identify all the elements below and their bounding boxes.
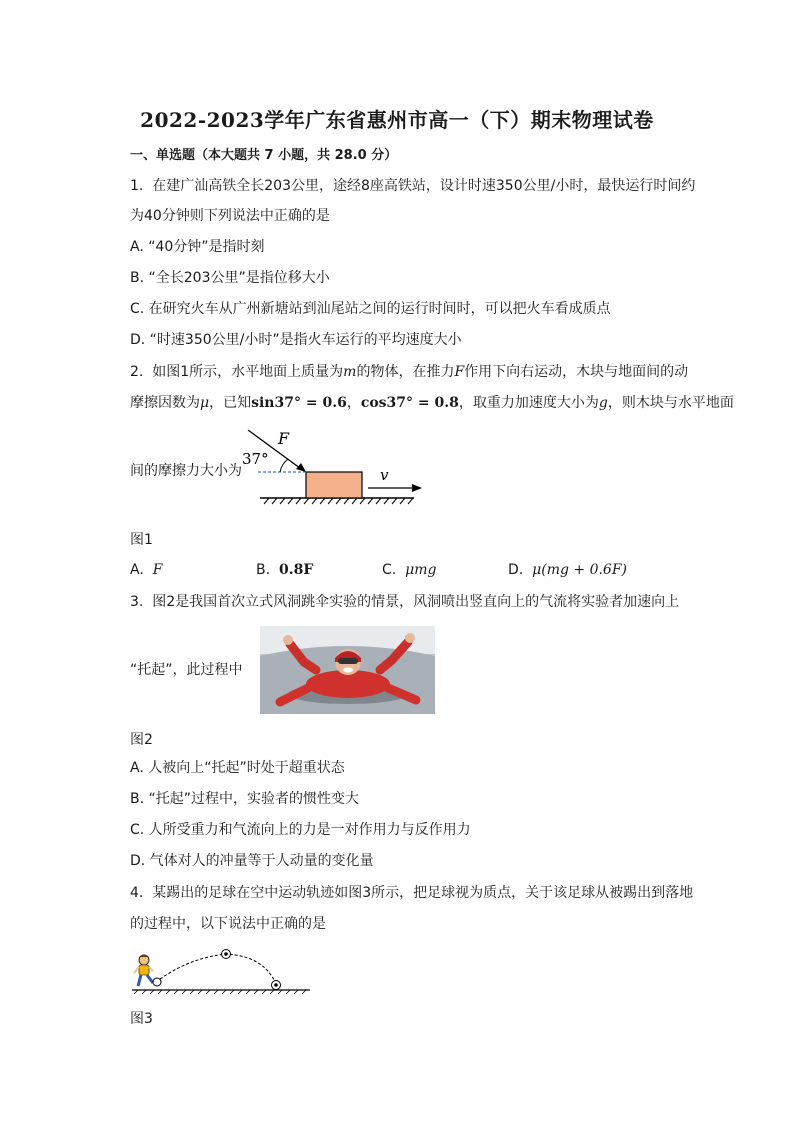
q2-cos-value: cos37° = 0.8 (360, 395, 459, 411)
q2-text: ，取重力加速度大小为 (458, 395, 599, 411)
q2-text: ，则木块与水平地面 (607, 395, 734, 411)
fig1-velocity-label: v (380, 466, 389, 484)
figure-1-label: 图1 (130, 532, 153, 548)
figure-3-diagram (128, 944, 314, 1000)
q1-option-a: A. “40分钟”是指时刻 (130, 239, 265, 255)
q1-option-d: D. “时速350公里/小时”是指火车运行的平均速度大小 (130, 332, 462, 348)
fig3-trajectory (156, 954, 276, 984)
q2-option-b (256, 560, 313, 580)
q2-g-symbol: g (598, 395, 608, 411)
q1-stem-line2: 为40分钟则下列说法中正确的是 (130, 208, 330, 224)
option-letter: D. (508, 562, 524, 578)
q1-stem-line1: 1. 在建广汕高铁全长203公里，途经8座高铁站，设计时速350公里/小时，最快运行时间约 (130, 178, 696, 194)
skydiver-illustration (260, 626, 435, 714)
fig3-ball-top-patch (224, 952, 228, 956)
q3-option-c: C. 人所受重力和气流向上的力是一对作用力与反作用力 (130, 822, 471, 838)
option-letter: B. (256, 562, 271, 578)
figure-2-photo (260, 626, 435, 714)
section-heading: 一、单选题（本大题共 7 小题，共 28.0 分） (130, 148, 398, 163)
q2-stem-line1 (130, 362, 688, 382)
fig1-velocity-arrowhead (412, 484, 422, 492)
option-value: μ(mg + 0.6F) (532, 562, 628, 578)
figure-2-label: 图2 (130, 732, 153, 748)
figure-1-diagram (236, 424, 426, 510)
fig1-ground-hatch (264, 498, 413, 504)
q2-stem-line2 (130, 393, 734, 413)
exam-title: 2022-2023学年广东省惠州市高一（下）期末物理试卷 (140, 108, 654, 132)
q1-option-b: B. “全长203公里”是指位移大小 (130, 270, 330, 286)
q1-option-c: C. 在研究火车从广州新塘站到汕尾站之间的运行时间时，可以把火车看成质点 (130, 301, 611, 317)
q2-option-d (508, 560, 627, 580)
q2-option-a (130, 560, 162, 580)
q2-force-symbol: F (454, 364, 465, 380)
fig1-block (306, 472, 362, 498)
q2-sin-value: sin37° = 0.6 (251, 395, 347, 411)
fig1-force-arrowhead (296, 463, 306, 472)
q3-option-b: B. “托起”过程中，实验者的惯性变大 (130, 791, 360, 807)
fig1-angle-arc (280, 459, 288, 472)
kicker-figure (134, 955, 153, 987)
q2-option-c (382, 560, 436, 580)
fig3-ball-end-patch (274, 983, 278, 987)
q2-stem-line3: 间的摩擦力大小为 (130, 463, 242, 479)
q3-stem-line2: “托起”，此过程中 (130, 662, 243, 678)
q2-text: 2. 如图1所示，水平地面上质量为 (130, 364, 344, 380)
q2-text: ，已知 (209, 395, 252, 411)
fig1-force-label: F (278, 429, 290, 448)
q4-stem-line2: 的过程中，以下说法中正确的是 (130, 916, 326, 932)
option-value: μmg (405, 562, 437, 578)
q2-text: 摩擦因数为 (130, 395, 200, 411)
option-letter: A. (130, 562, 144, 578)
q2-text: 作用下向右运动，木块与地面间的动 (464, 364, 689, 380)
q3-option-a: A. 人被向上“托起”时处于超重状态 (130, 760, 345, 776)
q2-mass-symbol: m (343, 364, 357, 380)
option-value: F (152, 562, 163, 578)
option-value: 0.8F (278, 562, 314, 578)
figure-3-label: 图3 (130, 1011, 153, 1027)
q3-stem-line1: 3. 图2是我国首次立式风洞跳伞实验的情景，风洞喷出竖直向上的气流将实验者加速向上 (130, 594, 680, 610)
fig1-angle-label: 37° (242, 450, 269, 468)
q2-mu-symbol: μ (200, 395, 210, 411)
fig3-ball-start (153, 978, 161, 986)
option-letter: C. (382, 562, 397, 578)
q4-stem-line1: 4. 某踢出的足球在空中运动轨迹如图3所示，把足球视为质点，关于该足球从被踢出到落地 (130, 885, 694, 901)
q2-text: ， (346, 395, 361, 411)
q3-option-d: D. 气体对人的冲量等于人动量的变化量 (130, 853, 374, 869)
q2-text: 的物体，在推力 (356, 364, 455, 380)
